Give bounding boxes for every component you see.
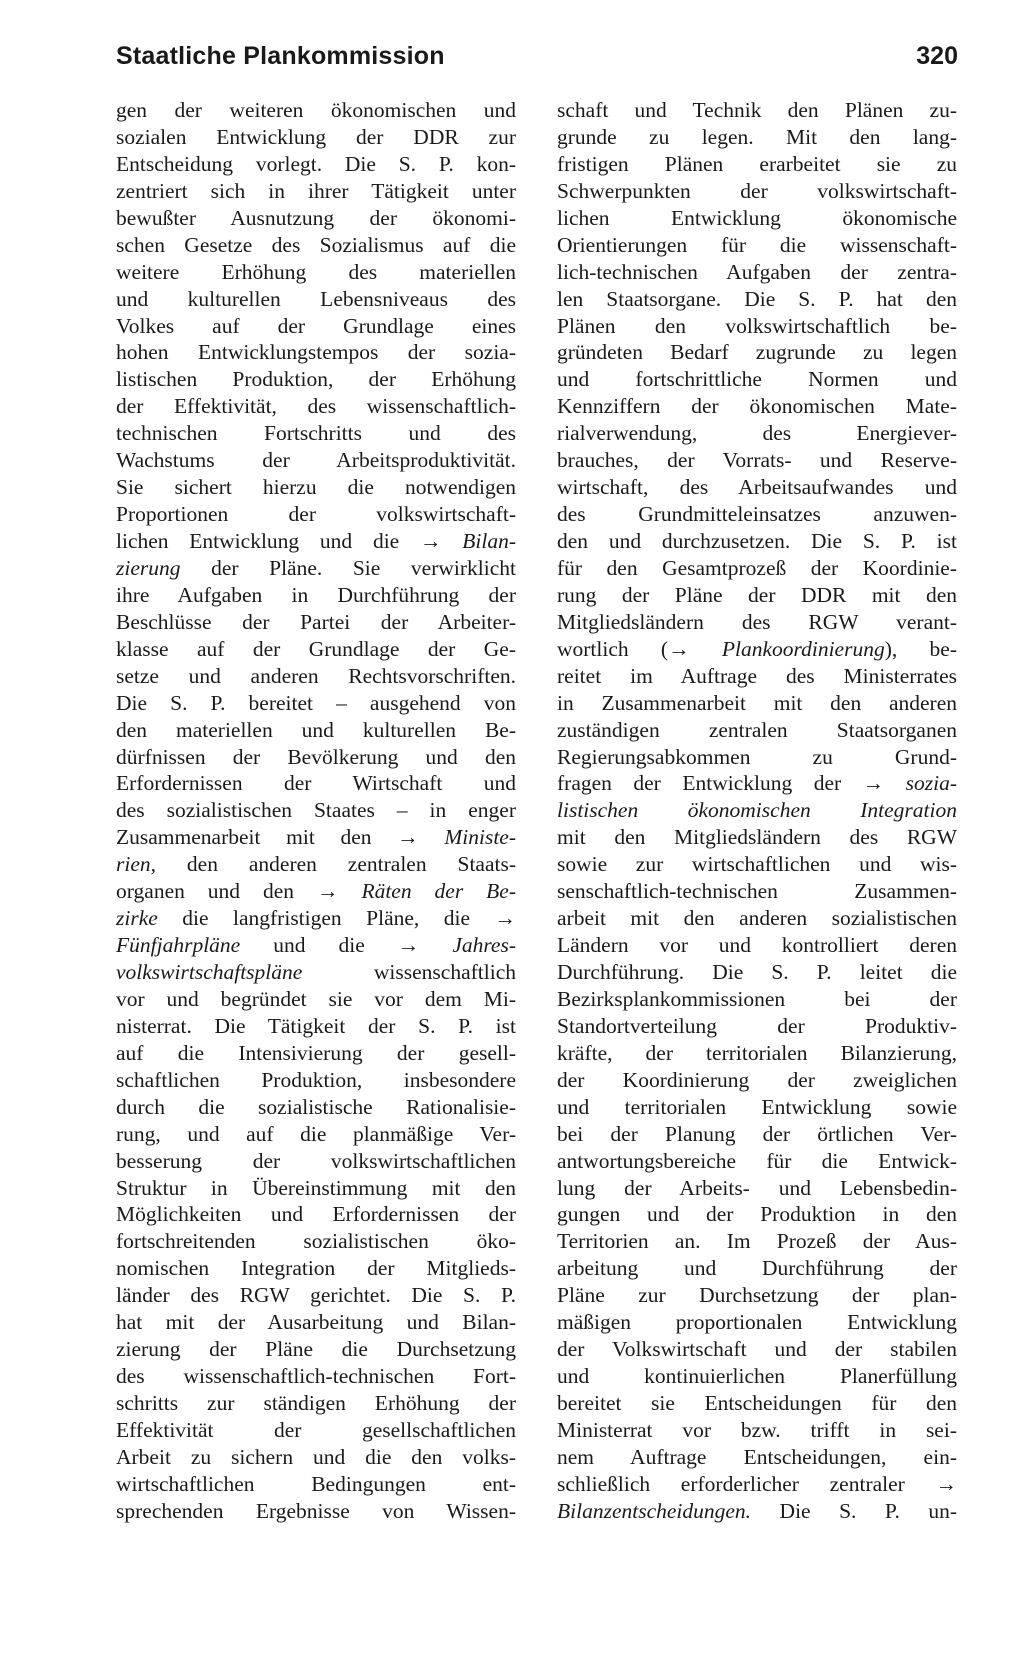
text-line <box>557 1067 957 1094</box>
text-segment: schließlich erforderlicher zentraler → <box>557 1471 957 1496</box>
text-segment: Sie sichert hierzu die notwendigen <box>116 475 516 500</box>
text-line <box>557 582 957 609</box>
text-segment: des wissenschaftlich-technischen Fort- <box>116 1364 516 1389</box>
text-segment: vor und begründet sie vor dem Mi- <box>116 986 516 1011</box>
text-line <box>116 609 516 636</box>
text-line <box>557 609 957 636</box>
right-text-column <box>557 97 957 1525</box>
text-line <box>557 851 957 878</box>
text-line <box>557 932 957 959</box>
text-segment: Pläne zur Durchsetzung der plan- <box>557 1283 957 1308</box>
italic-term: Räten der Be- <box>361 879 516 904</box>
text-segment: Arbeit zu sichern und die den volks- <box>116 1444 516 1469</box>
text-segment: Effektivität der gesellschaftlichen <box>116 1417 516 1442</box>
text-segment: Ländern vor und kontrolliert deren <box>557 933 957 958</box>
text-line <box>116 259 516 286</box>
italic-term: sozia- <box>905 771 957 796</box>
text-segment: gungen und der Produktion in den <box>557 1202 957 1227</box>
text-line <box>116 770 516 797</box>
text-line <box>557 1255 957 1282</box>
text-line <box>116 339 516 366</box>
text-segment: Die S. P. un- <box>751 1498 957 1523</box>
text-line <box>116 205 516 232</box>
text-segment: ihre Aufgaben in Durchführung der <box>116 582 516 607</box>
text-line <box>116 1094 516 1121</box>
text-line <box>116 690 516 717</box>
text-line <box>116 313 516 340</box>
text-line <box>557 232 957 259</box>
text-segment: hat mit der Ausarbeitung und Bilan- <box>116 1310 516 1335</box>
text-segment: bereitet sie Entscheidungen für den <box>557 1391 957 1415</box>
text-line <box>557 1094 957 1121</box>
text-line <box>557 770 957 797</box>
text-segment: brauches, der Vorrats- und Reserve- <box>557 448 957 473</box>
text-segment: besserung der volkswirtschaftlichen <box>116 1148 516 1173</box>
text-line <box>557 501 957 528</box>
text-line <box>116 1228 516 1255</box>
text-line <box>116 97 516 124</box>
text-line <box>116 151 516 178</box>
text-line <box>557 1013 957 1040</box>
text-line <box>116 393 516 420</box>
text-line <box>116 1040 516 1067</box>
text-segment: mit den Mitgliedsländern des RGW <box>557 825 957 850</box>
text-segment: die langfristigen Pläne, die → <box>157 906 516 931</box>
text-line <box>116 1390 516 1417</box>
text-line <box>116 905 516 932</box>
text-segment: nomischen Integration der Mitglieds- <box>116 1256 516 1281</box>
italic-term: Ministe- <box>444 825 516 850</box>
text-segment: und territorialen Entwicklung sowie <box>557 1094 957 1119</box>
text-segment: auf die Intensivierung der gesell- <box>116 1040 516 1065</box>
text-line <box>116 1444 516 1471</box>
text-segment: Ministerrat vor bzw. trifft in sei- <box>557 1417 957 1442</box>
text-segment: wissenschaftlich <box>302 960 516 984</box>
text-line <box>116 1121 516 1148</box>
text-line <box>116 1417 516 1444</box>
text-line <box>116 420 516 447</box>
text-line <box>116 878 516 905</box>
text-segment: rung der Pläne der DDR mit den <box>557 582 957 607</box>
text-segment: Möglichkeiten und Erfordernissen der <box>116 1202 516 1227</box>
left-text-column <box>116 97 516 1525</box>
text-segment: rung, und auf die planmäßige Ver- <box>116 1121 516 1146</box>
text-segment: organen und den → <box>116 879 362 904</box>
text-segment: und kulturellen Lebensniveaus des <box>116 286 516 311</box>
text-segment: arbeit mit den anderen sozialistischen <box>557 906 957 931</box>
text-segment: listischen Produktion, der Erhöhung <box>116 367 516 392</box>
text-segment: wortlich (→ <box>557 636 722 661</box>
text-segment: schen Gesetze des Sozialismus auf die <box>116 232 516 257</box>
text-segment: Plänen den volkswirtschaftlich be- <box>557 313 957 338</box>
text-segment: hohen Entwicklungstempos der sozia- <box>116 340 516 365</box>
text-line <box>557 744 957 771</box>
text-segment: Schwerpunkten der volkswirtschaft- <box>557 178 957 203</box>
text-segment: lich-technischen Aufgaben der zentra- <box>557 259 957 284</box>
text-line <box>557 97 957 124</box>
text-segment: für den Gesamtprozeß der Koordinie- <box>557 555 957 580</box>
text-line <box>116 528 516 555</box>
text-segment: in Zusammenarbeit mit den anderen <box>557 690 957 715</box>
text-segment: Bezirksplankommissionen bei der <box>557 986 957 1011</box>
text-line <box>557 663 957 690</box>
text-line <box>557 555 957 582</box>
text-line <box>116 1309 516 1336</box>
text-line <box>116 959 516 986</box>
text-segment: setze und anderen Rechtsvorschriften. <box>116 663 516 688</box>
text-line <box>557 1309 957 1336</box>
text-line <box>557 124 957 151</box>
text-line <box>557 151 957 178</box>
text-line <box>557 1148 957 1175</box>
text-segment: und fortschrittliche Normen und <box>557 367 957 392</box>
text-segment: durch die sozialistische Rationalisie- <box>116 1094 516 1119</box>
text-line <box>557 1228 957 1255</box>
text-line <box>557 1498 957 1525</box>
text-line <box>116 1255 516 1282</box>
text-segment: dürfnissen der Bevölkerung und den <box>116 744 516 769</box>
text-line <box>557 1040 957 1067</box>
text-line <box>116 501 516 528</box>
text-segment: sozialen Entwicklung der DDR zur <box>116 124 516 149</box>
text-segment: Territorien an. Im Prozeß der Aus- <box>557 1229 957 1254</box>
italic-term: rien, <box>116 852 157 877</box>
text-line <box>557 986 957 1013</box>
text-line <box>557 905 957 932</box>
text-line <box>116 851 516 878</box>
text-segment: Regierungsabkommen zu Grund- <box>557 744 957 769</box>
text-segment: weitere Erhöhung des materiellen <box>116 259 516 284</box>
text-line <box>557 878 957 905</box>
text-segment: schaft und Technik den Plänen zu- <box>557 98 957 122</box>
text-line <box>116 366 516 393</box>
text-segment: wirtschaftlichen Bedingungen ent- <box>116 1471 516 1496</box>
text-line <box>557 959 957 986</box>
text-segment: des Grundmitteleinsatzes anzuwen- <box>557 502 957 527</box>
text-segment: Entscheidung vorlegt. Die S. P. kon- <box>116 151 516 176</box>
text-line <box>116 286 516 313</box>
text-segment: Volkes auf der Grundlage eines <box>116 313 516 338</box>
text-segment: des sozialistischen Staates – in enger <box>116 798 516 823</box>
text-segment: der Effektivität, des wissenschaftlich- <box>116 394 516 419</box>
text-segment: len Staatsorgane. Die S. P. hat den <box>557 286 957 311</box>
text-segment: der Koordinierung der zweiglichen <box>557 1067 957 1092</box>
text-line <box>116 717 516 744</box>
text-segment: arbeitung und Durchführung der <box>557 1256 957 1281</box>
text-segment: der Volkswirtschaft und der stabilen <box>557 1337 957 1362</box>
text-segment: grunde zu legen. Mit den lang- <box>557 124 957 149</box>
text-line <box>557 366 957 393</box>
page-number: 320 <box>916 42 958 70</box>
text-segment: mäßigen proportionalen Entwicklung <box>557 1310 957 1335</box>
italic-term: Bilanzentscheidungen. <box>557 1498 752 1523</box>
text-line <box>116 1175 516 1202</box>
text-line <box>116 555 516 582</box>
text-line <box>116 1498 516 1525</box>
text-segment: bei der Planung der örtlichen Ver- <box>557 1121 957 1146</box>
italic-term: Fünfjahrpläne <box>116 933 241 958</box>
italic-term: listischen ökonomischen Integration <box>557 798 957 823</box>
text-line <box>116 1067 516 1094</box>
text-segment: ), be- <box>884 636 957 661</box>
text-line <box>116 663 516 690</box>
text-line <box>116 824 516 851</box>
text-segment: Proportionen der volkswirtschaft- <box>116 502 516 527</box>
text-line <box>116 124 516 151</box>
text-line <box>116 1013 516 1040</box>
text-line <box>557 1121 957 1148</box>
text-line <box>116 986 516 1013</box>
text-segment: der Pläne. Sie verwirklicht <box>180 555 516 580</box>
text-line <box>557 1282 957 1309</box>
text-segment: zentriert sich in ihrer Tätigkeit unter <box>116 178 516 203</box>
italic-term: Bilan- <box>462 529 516 553</box>
text-segment: senschaftlich-technischen Zusammen- <box>557 879 957 904</box>
text-segment: gründeten Bedarf zugrunde zu legen <box>557 340 957 365</box>
text-segment: sowie zur wirtschaftlichen und wis- <box>557 852 957 877</box>
text-segment: wirtschaft, des Arbeitsaufwandes und <box>557 475 957 500</box>
text-segment: technischen Fortschritts und des <box>116 421 516 446</box>
text-line <box>557 420 957 447</box>
text-line <box>116 797 516 824</box>
italic-term: zirke <box>116 906 158 931</box>
text-line <box>557 797 957 824</box>
text-segment: und kontinuierlichen Planerfüllung <box>557 1364 957 1389</box>
text-line <box>116 178 516 205</box>
text-line <box>116 1282 516 1309</box>
text-segment: Zusammenarbeit mit den → <box>116 825 445 850</box>
text-line <box>116 932 516 959</box>
text-line <box>557 1201 957 1228</box>
text-line <box>557 393 957 420</box>
text-line <box>557 717 957 744</box>
text-line <box>116 1336 516 1363</box>
text-line <box>557 313 957 340</box>
text-segment: Orientierungen für die wissenschaft- <box>557 232 957 257</box>
text-line <box>557 824 957 851</box>
italic-term: Plankoordinierung <box>721 636 885 661</box>
text-line <box>557 1471 957 1498</box>
text-line <box>557 1363 957 1390</box>
text-segment: gen der weiteren ökonomischen und <box>116 98 516 122</box>
text-segment: schaftlichen Produktion, insbesondere <box>116 1067 516 1092</box>
text-segment: Durchführung. Die S. P. leitet die <box>557 960 957 984</box>
italic-term: Jahres- <box>452 933 516 958</box>
running-head: Staatliche Plankommission <box>116 42 445 70</box>
italic-term: volkswirtschaftspläne <box>116 960 303 984</box>
text-line <box>557 205 957 232</box>
text-line <box>557 1336 957 1363</box>
text-segment: Mitgliedsländern des RGW verant- <box>557 609 957 634</box>
text-segment: sprechenden Ergebnisse von Wissen- <box>116 1498 516 1523</box>
text-segment: den und durchzusetzen. Die S. P. ist <box>557 529 957 553</box>
text-line <box>557 1444 957 1471</box>
text-segment: fragen der Entwicklung der → <box>557 771 906 796</box>
text-line <box>116 744 516 771</box>
text-segment: antwortungsbereiche für die Entwick- <box>557 1148 957 1173</box>
text-line <box>557 1175 957 1202</box>
text-line <box>116 474 516 501</box>
text-line <box>557 474 957 501</box>
text-segment: schritts zur ständigen Erhöhung der <box>116 1391 516 1415</box>
text-line <box>557 690 957 717</box>
text-segment: kräfte, der territorialen Bilanzierung, <box>557 1040 957 1065</box>
text-segment: rialverwendung, des Energiever- <box>557 421 957 446</box>
text-line <box>557 447 957 474</box>
text-segment: Struktur in Übereinstimmung mit den <box>116 1175 516 1200</box>
text-line <box>116 582 516 609</box>
text-line <box>116 1363 516 1390</box>
text-segment: zierung der Pläne die Durchsetzung <box>116 1337 516 1362</box>
text-segment: lichen Entwicklung und die → <box>116 529 463 553</box>
text-segment: nem Auftrage Entscheidungen, ein- <box>557 1444 957 1469</box>
text-line <box>557 178 957 205</box>
text-segment: Die S. P. bereitet – ausgehend von <box>116 690 516 715</box>
text-segment: Standortverteilung der Produktiv- <box>557 1013 957 1038</box>
text-line <box>116 1201 516 1228</box>
text-line <box>557 1390 957 1417</box>
text-segment: nisterrat. Die Tätigkeit der S. P. ist <box>116 1013 516 1038</box>
text-line <box>557 1417 957 1444</box>
text-line <box>116 1471 516 1498</box>
text-segment: lichen Entwicklung ökonomische <box>557 205 957 230</box>
text-segment: zuständigen zentralen Staatsorganen <box>557 717 957 742</box>
text-line <box>557 286 957 313</box>
text-segment: Wachstums der Arbeitsproduktivität. <box>116 448 516 473</box>
text-line <box>116 232 516 259</box>
text-line <box>557 339 957 366</box>
text-line <box>557 528 957 555</box>
text-line <box>557 636 957 663</box>
text-line <box>116 447 516 474</box>
text-segment: fristigen Plänen erarbeitet sie zu <box>557 151 957 176</box>
page-header <box>116 42 958 82</box>
text-line <box>116 1148 516 1175</box>
text-segment: reitet im Auftrage des Ministerrates <box>557 663 957 688</box>
italic-term: zierung <box>116 555 181 580</box>
text-segment: länder des RGW gerichtet. Die S. P. <box>116 1283 516 1308</box>
text-segment: Beschlüsse der Partei der Arbeiter- <box>116 609 516 634</box>
text-segment: bewußter Ausnutzung der ökonomi- <box>116 205 516 230</box>
text-line <box>116 636 516 663</box>
text-segment: und die → <box>240 933 453 958</box>
text-segment: fortschreitenden sozialistischen öko- <box>116 1229 516 1254</box>
text-segment: klasse auf der Grundlage der Ge- <box>116 636 516 661</box>
text-line <box>557 259 957 286</box>
text-segment: den anderen zentralen Staats- <box>156 852 516 877</box>
text-segment: lung der Arbeits- und Lebensbedin- <box>557 1175 957 1200</box>
text-segment: den materiellen und kulturellen Be- <box>116 717 516 742</box>
text-segment: Kennziffern der ökonomischen Mate- <box>557 394 957 419</box>
text-segment: Erfordernissen der Wirtschaft und <box>116 771 516 796</box>
